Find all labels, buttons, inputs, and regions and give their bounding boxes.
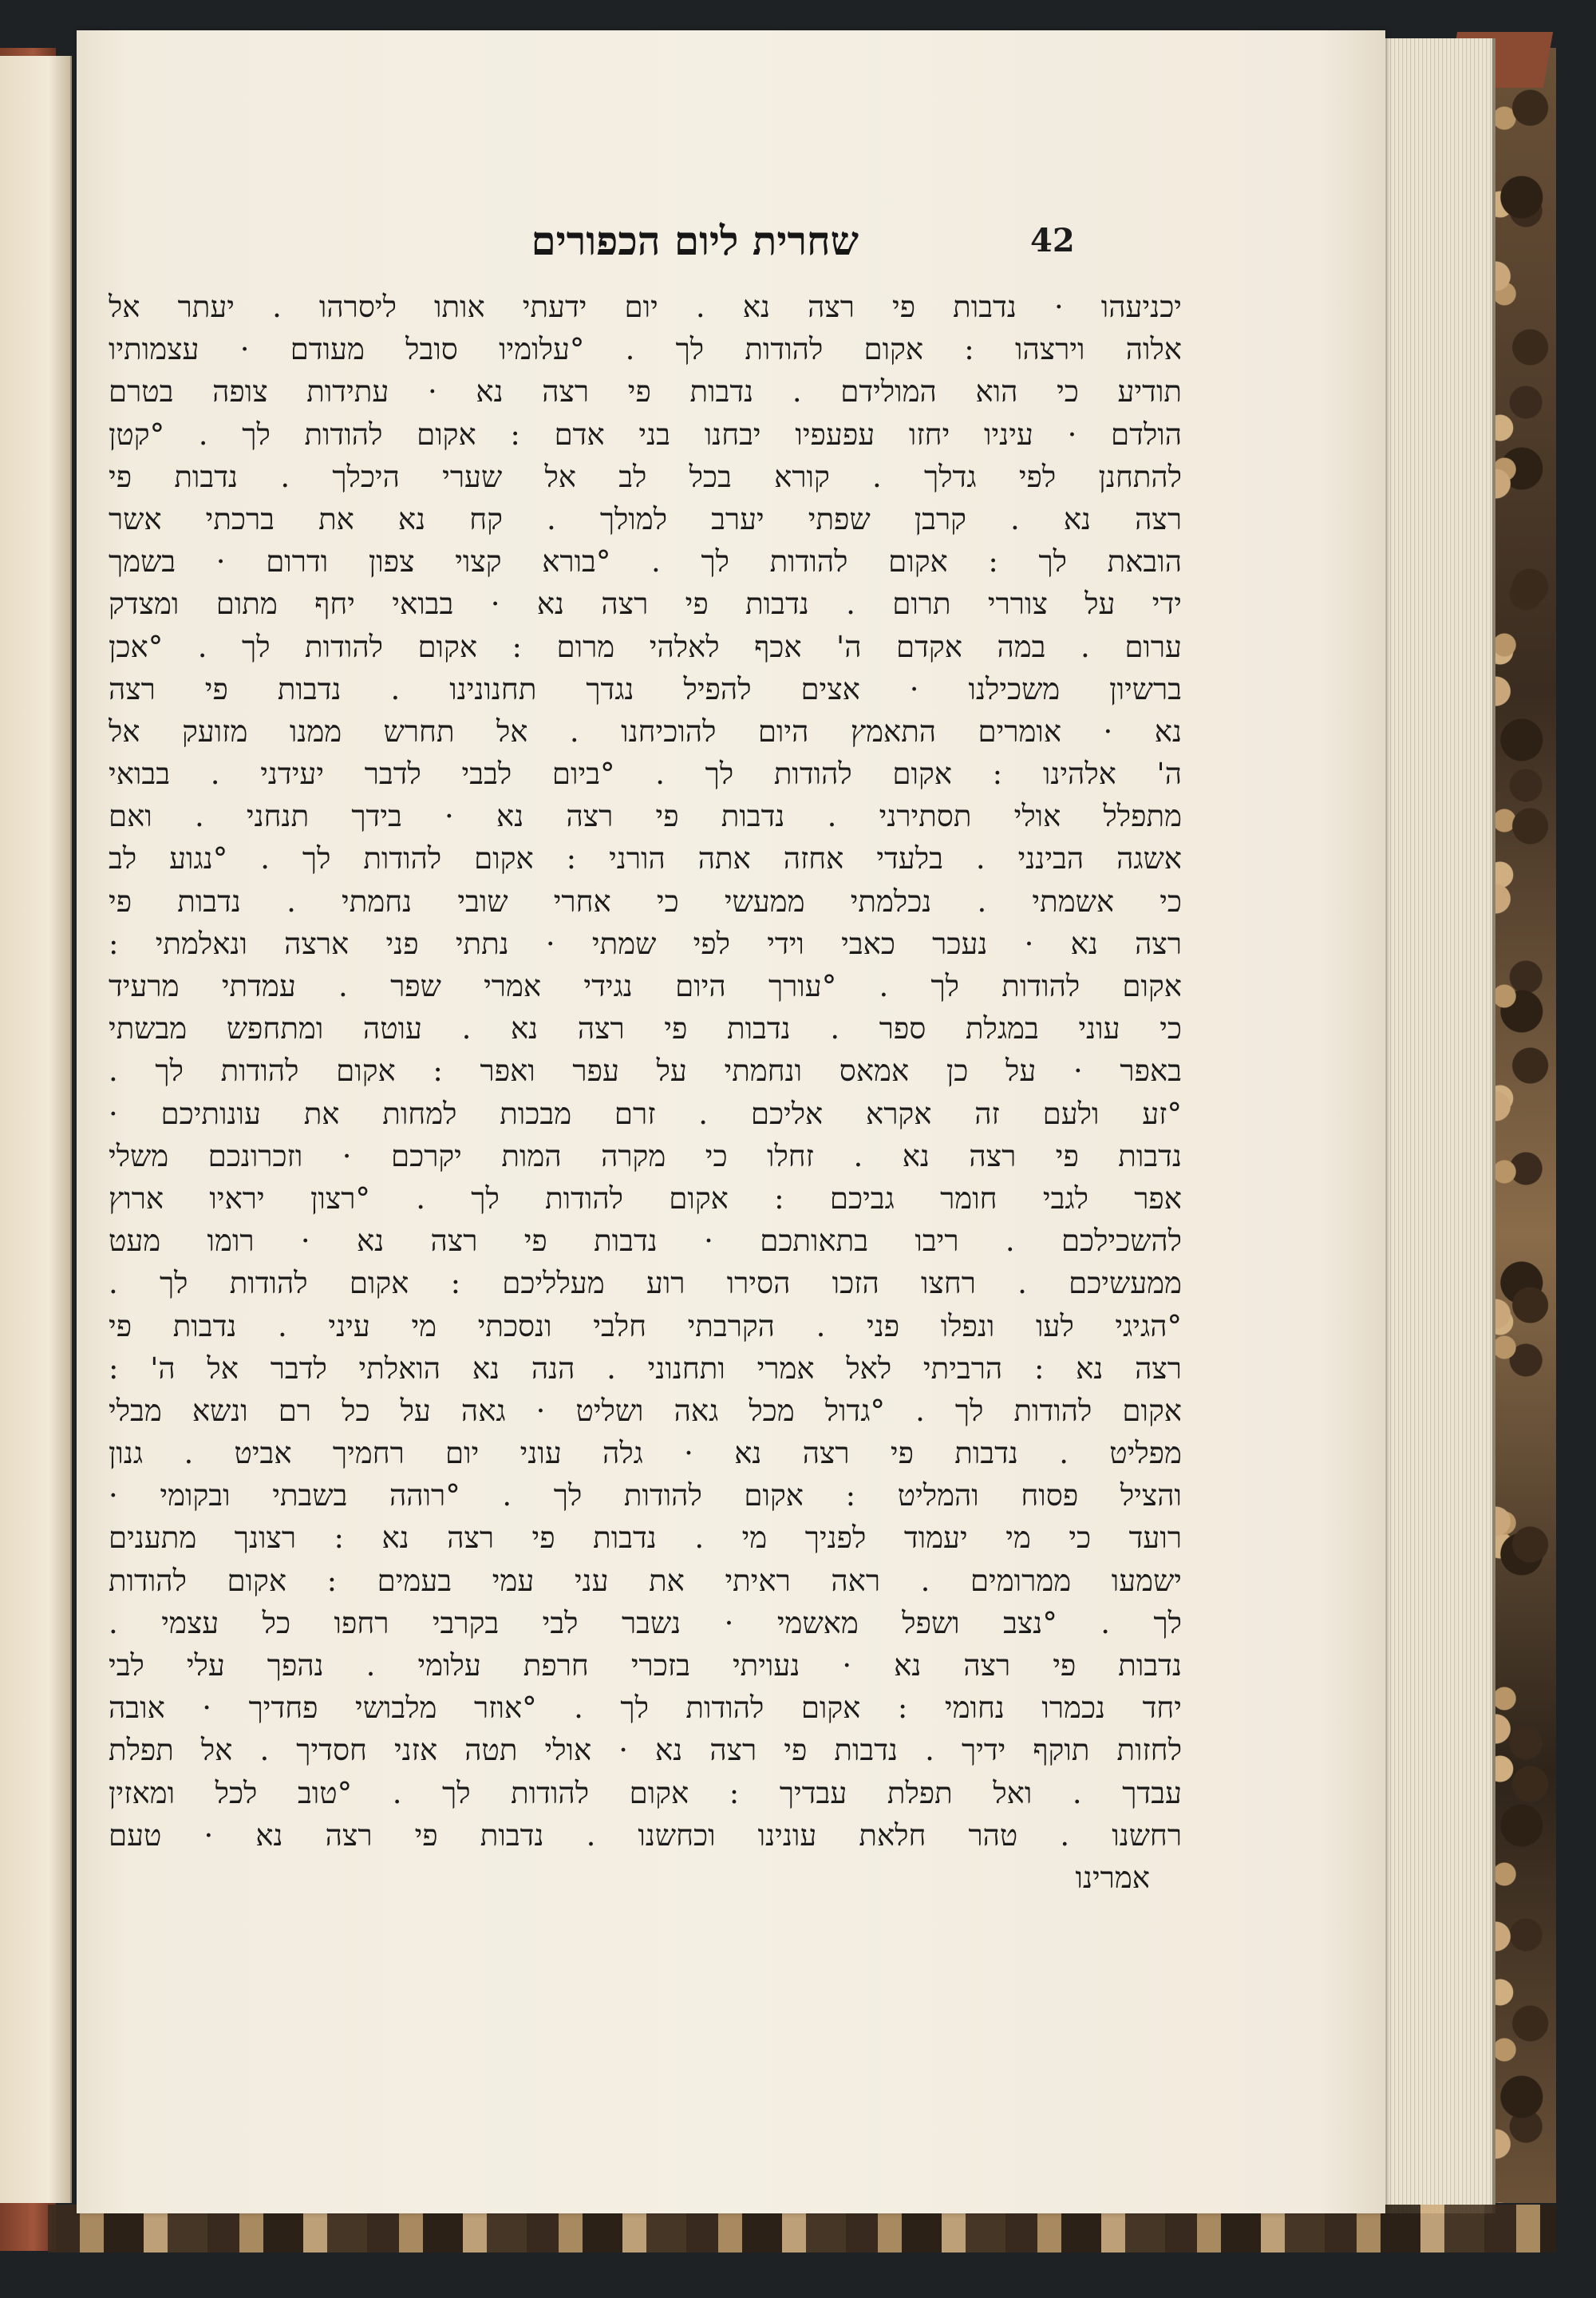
- text-line: ה' אלהינו : אקום להודות לך . °ביום לבבי לדבר יעידני . בבואי: [109, 757, 1182, 792]
- text-line: באפר · על כן אמאס ונחמתי על עפר ואפר : אקום להודות לך .: [109, 1054, 1182, 1089]
- text-line: עבדך . ואל תפלת עבדיך : אקום להודות לך . °טוב לכל ומאזין: [109, 1775, 1182, 1810]
- text-line: מפליט . נדבות פי רצה נא · גלה עוני יום רחמיך אביט . גנון: [109, 1436, 1182, 1471]
- text-line: ממעשיכם . רחצו הזכו הסירו רוע מעלליכם : אקום להודות לך .: [109, 1266, 1182, 1301]
- text-line: הולדם · עיניו יחזו עפעפיו יבחנו בני אדם : אקום להודות לך . °קטן: [109, 417, 1182, 452]
- text-line: נדבות פי רצה נא · נעויתי בזכרי חרפת עלומי . נהפך עלי לבי: [109, 1648, 1182, 1683]
- text-line: ישמעו ממרומים . ראה ראיתי את עני עמי בעמים : אקום להודות: [109, 1563, 1182, 1598]
- facing-page-edge: [0, 56, 72, 2203]
- text-line: אפר לגבי חומר גביכם : אקום להודות לך . °רצון יראיו ארוץ: [109, 1181, 1182, 1216]
- text-line: ערום . במה אקדם ה' אכף לאלהי מרום : אקום להודות לך . °אכן: [109, 629, 1182, 664]
- text-line: ידי על צוררי תרום . נדבות פי רצה נא · בבואי יחף מתום ומצדק: [109, 587, 1182, 622]
- text-line: נא · אומרים התאמץ היום להוכיחנו . אל תחרש ממנו מזועק אל: [109, 714, 1182, 749]
- running-title: שחרית ליום הכפורים: [531, 217, 859, 264]
- text-line: °הגיגי לעו ונפלו פני . הקרבתי חלבי ונסכתי מי עיני . נדבות פי: [109, 1308, 1182, 1343]
- text-line: לחזות תוקף ידיך . נדבות פי רצה נא · אולי תטה אזני חסדיך . אל תפלת: [109, 1733, 1182, 1768]
- catchword: אמרינו: [1075, 1860, 1150, 1895]
- text-line: רחשנו . טהר חלאת עונינו וכחשנו . נדבות פי רצה נא · טעם: [109, 1817, 1182, 1853]
- text-line: נדבות פי רצה נא . זחלו כי מקרה המות יקרכם · וזכרונכם משלי: [109, 1138, 1182, 1173]
- text-line: כי עוני במגלת ספר . נדבות פי רצה נא . עוטה ומתחפש מבשתי: [109, 1011, 1182, 1046]
- text-line: מתפלל אולי תסתירני . נדבות פי רצה נא · בידך תנחני . ואם: [109, 799, 1182, 834]
- text-line: יחד נכמרו נחומי : אקום להודות לך . °אוזר מלבושי פחדיך · אובה: [109, 1691, 1182, 1726]
- text-line: אקום להודות לך . °עורך היום נגידי אמרי שפר . עמדתי מרעיד: [109, 969, 1182, 1003]
- text-line: כי אשמתי . נכלמתי ממעשי כי אחרי שובי נחמתי . נדבות פי: [109, 884, 1182, 919]
- text-line: להתחנן לפי גדלך . קורא בכל לב אל שערי היכלך . נדבות פי: [109, 459, 1182, 494]
- text-line: להשכילכם . ריבו בתאותכם · נדבות פי רצה נא · רומו מעט: [109, 1224, 1182, 1259]
- text-line: לך . °נצב ושפל מאשמי · נשבר לבי בקרבי רחפו כל עצמי .: [109, 1605, 1182, 1640]
- text-line: יכניעהו · נדבות פי רצה נא . יום ידעתי אותו ליסרהו . יעתר אל: [109, 290, 1182, 324]
- text-line: תודיע כי הוא המולידם . נדבות פי רצה נא · עתידות צופה בטרם: [109, 374, 1182, 409]
- text-line: רצה נא : הרביתי לאל אמרי ותחנוני . הנה נא הואלתי לדבר אל ה' :: [109, 1351, 1182, 1386]
- page-number: 42: [1030, 222, 1075, 259]
- text-line: אשגה הבינני . בלעדי אחזה אתה הורני : אקום להודות לך . °נגוע לב: [109, 841, 1182, 876]
- text-line: אלוה וירצהו : אקום להודות לך . °עלומיו סובל מעודם · עצמותיו: [109, 332, 1182, 367]
- text-line: ברשיון משכילנו · אצים להפיל נגדך תחנונינו . נדבות פי רצה: [109, 671, 1182, 706]
- text-line: אקום להודות לך . °גדול מכל גאה ושליט · גאה על כל רם ונשא מבלי: [109, 1393, 1182, 1428]
- text-line: רועד כי מי יעמוד לפניך מי . נדבות פי רצה נא : רצונך מתענים: [109, 1521, 1182, 1556]
- text-line: °זע ולעם זה אקרא אליכם . זרם מבכות למחות את עונותיכם ·: [109, 1096, 1182, 1131]
- body-text: [109, 286, 1182, 1899]
- text-line: והציל פסוח והמליט : אקום להודות לך . °רוהה בשבתי ובקומי ·: [109, 1478, 1182, 1513]
- book-page: [77, 30, 1385, 2213]
- text-line: רצה נא . קרבן שפתי יערב למולך . קח נא את ברכתי אשר: [109, 501, 1182, 536]
- text-line: רצה נא · נעכר כאבי וידי לפי שמתי · נתתי פני ארצה ונאלמתי :: [109, 926, 1182, 961]
- text-line: הובאת לך : אקום להודות לך . °בורא קצוי צפון ודרום · בשמך: [109, 544, 1182, 579]
